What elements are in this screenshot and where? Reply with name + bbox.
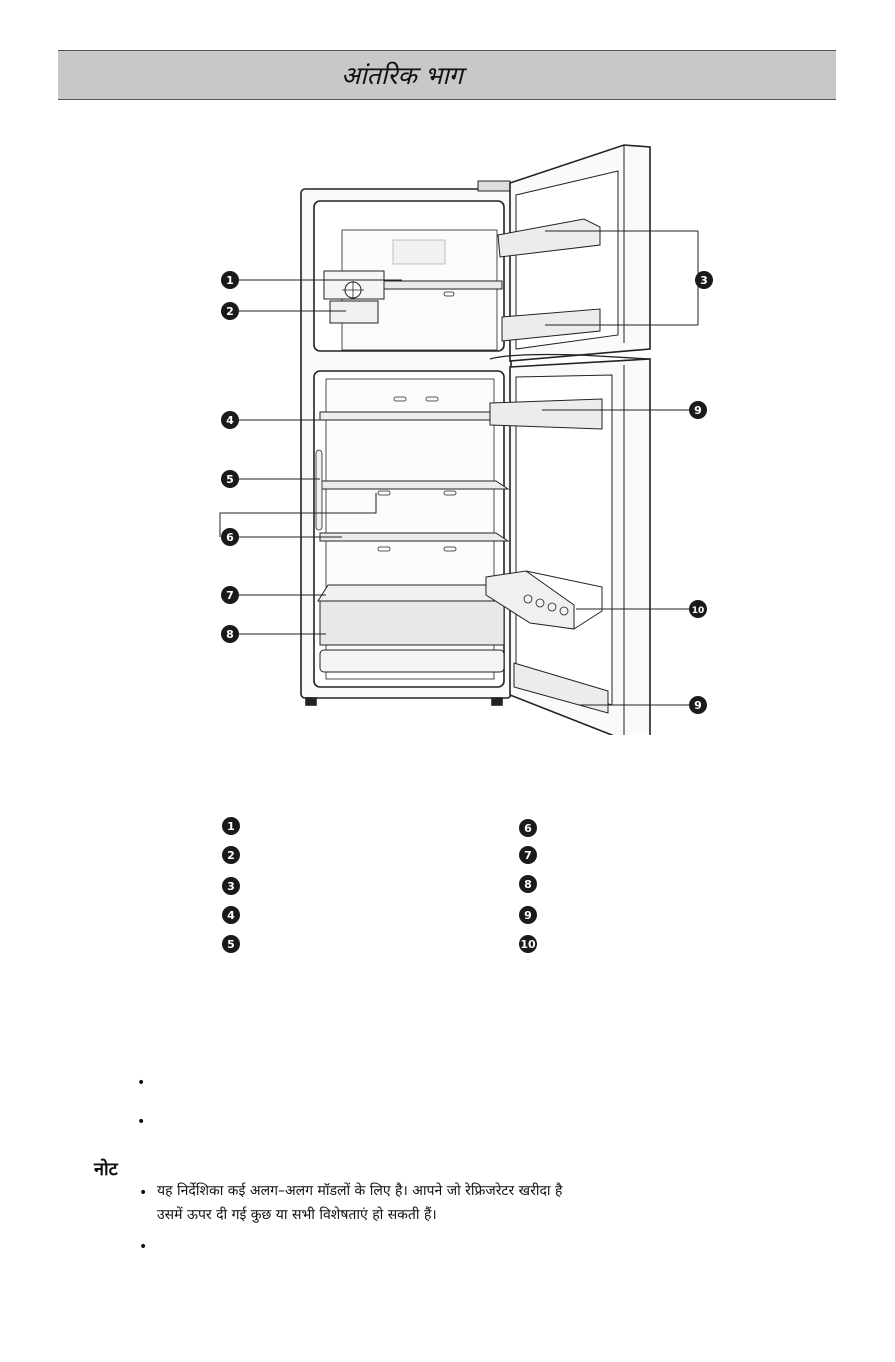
legend-number: 9	[519, 906, 537, 924]
callout-8	[221, 625, 239, 643]
callout-label: 4	[226, 414, 234, 427]
fridge-cabinet	[301, 181, 511, 705]
callout-9	[689, 696, 707, 714]
bullet: •	[139, 1239, 148, 1255]
legend-number: 4	[222, 906, 240, 924]
legend-number: 8	[519, 875, 537, 893]
callout-2	[221, 302, 239, 320]
callout-label: 7	[226, 589, 234, 602]
callout-label: 9	[694, 404, 702, 417]
callout-9	[689, 401, 707, 419]
callout-10	[689, 600, 707, 618]
callout-label: 5	[226, 473, 234, 486]
bullet: •	[139, 1185, 148, 1201]
callout-7	[221, 586, 239, 604]
legend-number: 10	[519, 935, 537, 953]
section-title-bar	[58, 50, 836, 100]
fridge-door	[486, 359, 650, 735]
callout-4	[221, 411, 239, 429]
legend-number: 7	[519, 846, 537, 864]
note-line-2: उसमें ऊपर दी गई कुछ या सभी विशेषताएं हो सकती हैं।	[157, 1207, 437, 1223]
callout-label: 9	[694, 699, 702, 712]
callout-6	[221, 528, 239, 546]
note-line-1: यह निर्देशिका कई अलग–अलग मॉडलों के लिए है। आपने जो रेफ्रिजरेटर खरीदा है	[157, 1183, 563, 1199]
note-heading: नोट	[94, 1159, 118, 1180]
callout-label: 3	[700, 274, 708, 287]
legend-number: 5	[222, 935, 240, 953]
bullet: •	[137, 1114, 146, 1130]
callout-label: 2	[226, 305, 234, 318]
section-title: आंतरिक भाग	[341, 61, 463, 90]
refrigerator-diagram	[180, 135, 720, 735]
freezer-door	[490, 145, 650, 361]
legend-number: 6	[519, 819, 537, 837]
legend-number: 2	[222, 846, 240, 864]
callout-label: 8	[226, 628, 234, 641]
legend-number: 3	[222, 877, 240, 895]
callout-label: 10	[691, 606, 705, 616]
callout-label: 1	[226, 274, 234, 287]
callout-5	[221, 470, 239, 488]
callout-3	[695, 271, 713, 289]
callout-1	[221, 271, 239, 289]
legend-number: 1	[222, 817, 240, 835]
bullet: •	[137, 1075, 146, 1091]
callout-label: 6	[226, 531, 234, 544]
